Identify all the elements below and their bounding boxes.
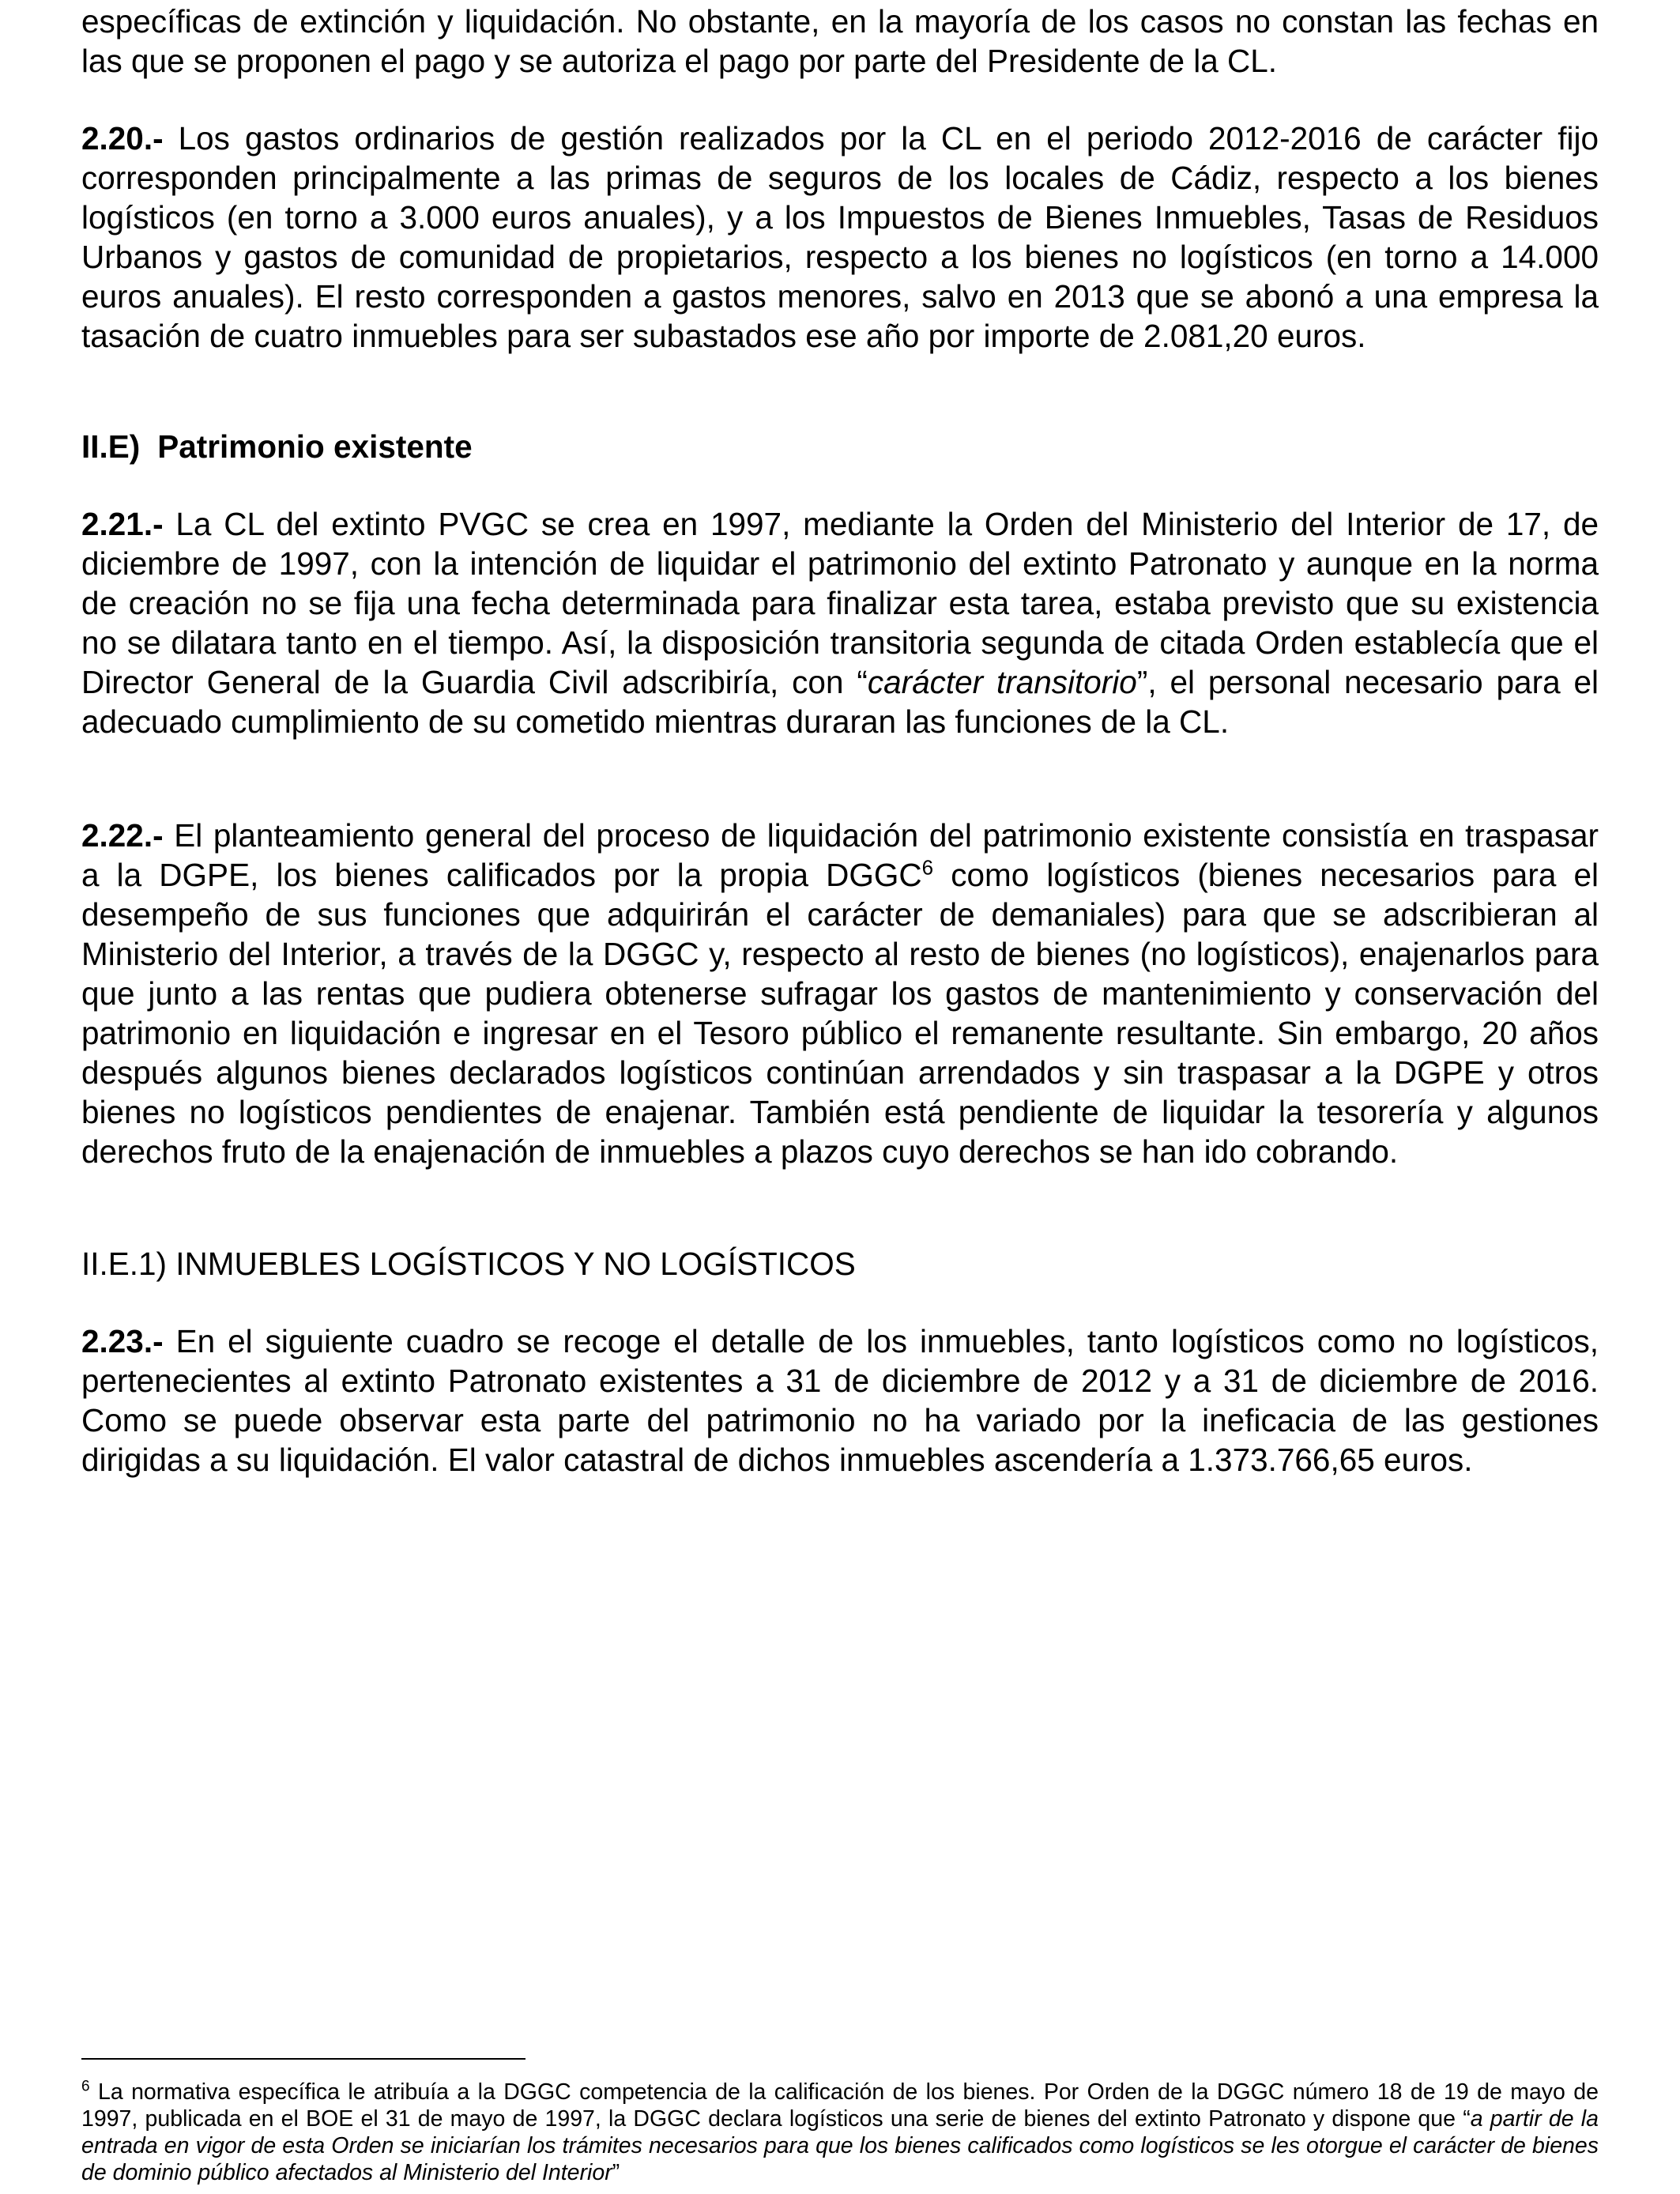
paragraph-text: En el siguiente cuadro se recoge el detalle de los inmuebles, tanto logísticos como no logísticos, pertenecientes al extinto Patronato existentes a 31 de diciembre de 2012 y a 31 de diciembre de 2016. Como se puede observar esta parte del patrimonio no ha variado por la ineficacia de las gestiones dirigidas a su liquidación. El valor catastral de dichos inmuebles ascendería a 1.373.766,65 euros. (81, 1323, 1599, 1478)
paragraph-number: 2.21.- (81, 506, 164, 542)
footnote (81, 2079, 1599, 2186)
paragraph-fragment: específicas de extinción y liquidación. No obstante, en la mayoría de los casos no constan las fechas en las que se proponen el pago y se autoriza el pago por parte del Presidente de la CL. (81, 3, 1599, 79)
footnote-text-end: ” (612, 2160, 620, 2185)
paragraph-2-22 (81, 816, 1599, 1171)
footnote-number: 6 (81, 2078, 90, 2095)
paragraph-text: Los gastos ordinarios de gestión realizados por la CL en el periodo 2012-2016 de carácter fijo corresponden principalmente a las primas de seguros de los locales de Cádiz, respecto a los bienes logísticos (en torno a 3.000 euros anuales), y a los Impuestos de Bienes Inmuebles, Tasas de Residuos Urbanos y gastos de comunidad de propietarios, respecto a los bienes no logísticos (en torno a 14.000 euros anuales). El resto corresponden a gastos menores, salvo en 2013 que se abonó a una empresa la tasación de cuatro inmuebles para ser subastados ese año por importe de 2.081,20 euros. (81, 120, 1599, 354)
footnote-separator (81, 2058, 525, 2060)
footnote-reference[interactable]: 6 (921, 855, 934, 880)
paragraph-number: 2.23.- (81, 1323, 164, 1359)
subsection-heading-ie1: II.E.1) INMUEBLES LOGÍSTICOS Y NO LOGÍSTICOS (81, 1246, 856, 1282)
section-number: II.E) (81, 428, 141, 465)
paragraph-text-end: ”, el personal necesario para el adecuado cumplimiento de su cometido mientras duraran las funciones de la CL. (81, 664, 1599, 740)
paragraph-number: 2.20.- (81, 120, 164, 156)
section-heading-ie (81, 427, 473, 466)
paragraph-2-20 (81, 119, 1599, 356)
paragraph-italic-quote: carácter transitorio (867, 664, 1137, 700)
paragraph-text: El planteamiento general del proceso de liquidación del patrimonio existente consistía en traspasar a la DGPE, los bienes calificados por la propia DGGC (81, 817, 1599, 893)
footnote-text: La normativa específica le atribuía a la DGGC competencia de la calificación de los bienes. Por Orden de la DGGC número 18 de 19 de mayo de 1997, publicada en el BOE el 31 de mayo de 1997, la DGGC declara logísticos una serie de bienes del extinto Patronato y dispone que “ (81, 2079, 1599, 2132)
paragraph-text: La CL del extinto PVGC se crea en 1997, mediante la Orden del Ministerio del Interior de 17, de diciembre de 1997, con la intención de liquidar el patrimonio del extinto Patronato y aunque en la norma de creación no se fija una fecha determinada para finalizar esta tarea, estaba previsto que su existencia no se dilatara tanto en el tiempo. Así, la disposición transitoria segunda de citada Orden establecía que el Director General de la Guardia Civil adscribiría, con “ (81, 506, 1599, 700)
paragraph-2-21 (81, 504, 1599, 741)
paragraph-number: 2.22.- (81, 817, 164, 854)
paragraph-2-23 (81, 1321, 1599, 1480)
paragraph-text-end: como logísticos (bienes necesarios para el desempeño de sus funciones que adquirirán el carácter de demaniales) para que se adscribieran al Ministerio del Interior, a través de la DGGC y, respecto al resto de bienes (no logísticos), enajenarlos para que junto a las rentas que pudiera obtenerse sufragar los gastos de mantenimiento y conservación del patrimonio en liquidación e ingresar en el Tesoro público el remanente resultante. Sin embargo, 20 años después algunos bienes declarados logísticos continúan arrendados y sin traspasar a la DGPE y otros bienes no logísticos pendientes de enajenar. También está pendiente de liquidar la tesorería y algunos derechos fruto de la enajenación de inmuebles a plazos cuyo derechos se han ido cobrando. (81, 857, 1599, 1170)
section-title: Patrimonio existente (157, 428, 473, 465)
footnote-italic-quote: a partir de la entrada en vigor de esta Orden se iniciarían los trámites necesarios para que los bienes calificados como logísticos se les otorgue el carácter de bienes de dominio público afectados al Ministerio del Interior (81, 2106, 1599, 2185)
